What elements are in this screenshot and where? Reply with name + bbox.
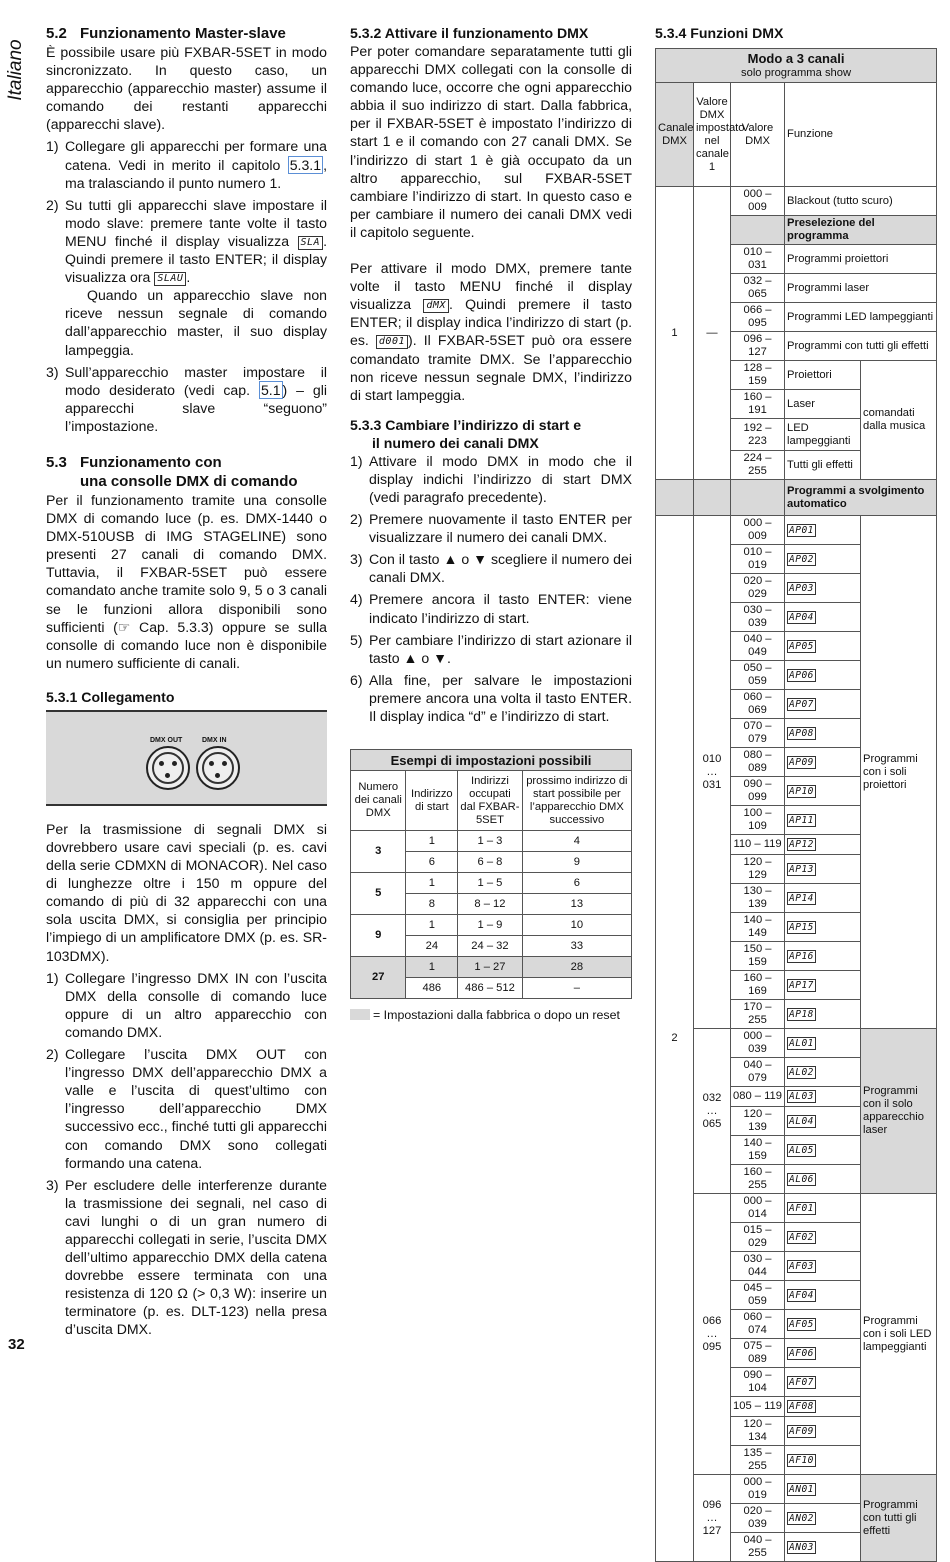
- section-label: Preselezione del programma: [785, 216, 937, 245]
- table-cell: 1: [406, 873, 458, 894]
- table-row: 015 – 029 AF02: [656, 1223, 937, 1252]
- section-heading-5-3-2: 5.3.2 Attivare il funzionamento DMX: [350, 25, 589, 41]
- table-row: 224 – 255 Tutti gli effetti: [656, 451, 937, 480]
- list-item: 1) Collegare l’ingresso DMX IN con l’uscita DMX della consolle di comando luce oppure di un altro apparecchio con comando DMX.: [46, 969, 327, 1040]
- paragraph: Per il funzionamento tramite una consolle DMX di comando luce (p. es. DMX-1440 o DMX-510USB di IMG STAGELINE) sono presenti 27 canali di comando DMX. Tuttavia, il FXBAR-5SET può essere comandato anche tramite solo 9, 5 o 3 canali se le funzioni allora disponibili sono sufficienti (☞ Cap. 5.3.3) oppure se sulla consolle di comando luce non è disponibile un numero sufficiente di canali.: [46, 491, 327, 671]
- column-header: Canale DMX: [656, 83, 694, 187]
- channels-cell: 3: [351, 831, 406, 873]
- group-description: Programmi con il solo apparecchio laser: [861, 1029, 937, 1194]
- table-cell: 6: [406, 852, 458, 873]
- lcd-program-code: AF03: [789, 1260, 814, 1272]
- dmx-connector-illustration: [46, 710, 327, 806]
- lcd-program-code: AN01: [789, 1483, 814, 1495]
- table-row: 096 – 127 Programmi con tutti gli effetti: [656, 332, 937, 361]
- table-row: 040 – 079 AL02: [656, 1058, 937, 1087]
- lcd-program-code: AP03: [789, 582, 814, 594]
- lcd-program-code: AP04: [789, 611, 814, 623]
- table-cell: 13: [522, 894, 631, 915]
- lcd-program-code: AN02: [789, 1512, 814, 1524]
- lcd-display-text: d001: [376, 335, 408, 349]
- dmx-out-label: DMX OUT: [150, 736, 183, 744]
- table-cell: 33: [522, 936, 631, 957]
- legend: = Impostazioni dalla fabbrica o dopo un reset: [350, 1006, 632, 1024]
- channels-cell: 9: [351, 915, 406, 957]
- list-item: 1) Collegare gli apparecchi per formare una catena. Vedi in merito il capitolo 5.3.1 , ma tralasciando il punto numero 1.: [46, 138, 327, 191]
- value-range-cell: 010 … 031: [694, 516, 731, 1029]
- table-row: 040 – 049 AP05: [656, 632, 937, 661]
- table-row: 120 – 134 AF09: [656, 1417, 937, 1446]
- lcd-display-text: dMX: [423, 299, 449, 313]
- lcd-program-code: AL06: [789, 1173, 814, 1185]
- table-cell: 1: [406, 831, 458, 852]
- function-cell: Blackout (tutto scuro): [785, 187, 937, 216]
- lcd-program-code: AP17: [789, 979, 814, 991]
- table-cell: 4: [522, 831, 631, 852]
- column-header: Indirizzo di start: [406, 771, 458, 831]
- lcd-program-code: AP09: [789, 756, 814, 768]
- value-cell: —: [694, 187, 731, 480]
- steps-list: [46, 137, 327, 435]
- range-cell: 000 – 009: [731, 187, 785, 216]
- list-item: 2) Collegare l’uscita DMX OUT con l’ingresso DMX dell’apparecchio DMX a valle e l’uscita di quest’ultimo con l’ingresso dell’apparecchio DMX successivo ecc., finché tutti gli apparecchi con comando DMX sono collegati formando una catena.: [46, 1046, 327, 1171]
- column-middle: [350, 24, 632, 1024]
- table-cell: –: [522, 978, 631, 999]
- table-row: 160 – 255 AL06: [656, 1165, 937, 1194]
- table-cell: 486: [406, 978, 458, 999]
- table-cell: 486 – 512: [458, 978, 523, 999]
- table-row: 160 – 191 Laser: [656, 390, 937, 419]
- lcd-program-code: AP11: [789, 814, 814, 826]
- value-range-cell: 032 … 065: [694, 1029, 731, 1194]
- column-header: Numero dei canali DMX: [351, 771, 406, 831]
- column-left: [46, 24, 327, 1339]
- list-item: 5) Per cambiare l’indirizzo di start azionare il tasto ▲ o ▼.: [350, 631, 632, 666]
- note: Quando un apparecchio slave non riceve nessun segnale di comando dall’apparecchio master, il suo display lampeggia.: [65, 287, 327, 358]
- table-row: 100 – 109 AP11: [656, 806, 937, 835]
- table-row: 045 – 059 AF04: [656, 1281, 937, 1310]
- table-cell: 6 – 8: [458, 852, 523, 873]
- section-heading-5-3-1: 5.3.1 Collegamento: [46, 688, 175, 705]
- chapter-link[interactable]: 5.3.1: [289, 156, 322, 173]
- section-heading-5-2: 5.2 Funzionamento Master-slave: [46, 25, 286, 42]
- lcd-program-code: AL05: [789, 1144, 814, 1156]
- lcd-program-code: AP01: [789, 524, 814, 536]
- column-right: [655, 24, 937, 1562]
- lcd-program-code: AF04: [789, 1289, 814, 1301]
- list-item: 2) Su tutti gli apparecchi slave impostare il modo slave: premere tante volte il tasto MENU finché il display visualizza SLA . Quindi premere il tasto ENTER; il display visualizza ora SLAU . Quando un apparecchio slave non riceve nessun segnale di comando dall’apparecchio master, il suo display lampeggia.: [46, 196, 327, 358]
- table-row: 066 – 095 Programmi LED lampeggianti: [656, 303, 937, 332]
- table-row: 110 – 119 AP12: [656, 835, 937, 855]
- table-row: [351, 831, 632, 852]
- table-cell: 6: [522, 873, 631, 894]
- table-row: 120 – 129 AP13: [656, 855, 937, 884]
- list-item: 4) Premere ancora il tasto ENTER: viene indicato l’indirizzo di start.: [350, 591, 632, 626]
- channels-cell: 27: [351, 957, 406, 999]
- table-cell: 10: [522, 915, 631, 936]
- table-row: 032 … 065 000 – 039 AL01 Programmi con il solo apparecchio laser: [656, 1029, 937, 1058]
- lcd-program-code: AP07: [789, 698, 814, 710]
- table-cell: 9: [522, 852, 631, 873]
- column-header: Indirizzi occupati dal FXBAR-5SET: [458, 771, 523, 831]
- table-row: 060 – 074 AF05: [656, 1310, 937, 1339]
- table-row: [351, 873, 632, 894]
- lcd-display-text: SLA: [298, 236, 324, 250]
- table-row: [351, 915, 632, 936]
- table-row: 080 – 119 AL03: [656, 1087, 937, 1107]
- lcd-program-code: AF10: [789, 1454, 814, 1466]
- lcd-program-code: AP06: [789, 669, 814, 681]
- list-item: 3) Con il tasto ▲ o ▼ scegliere il numero dei canali DMX.: [350, 551, 632, 586]
- lcd-program-code: AP13: [789, 863, 814, 875]
- lcd-display-text: SLAU: [154, 272, 186, 286]
- lcd-program-code: AP15: [789, 921, 814, 933]
- dmx-in-label: DMX IN: [202, 736, 227, 744]
- lcd-program-code: AF02: [789, 1231, 814, 1243]
- mode-header: Modo a 3 canali solo programma show: [656, 49, 937, 83]
- table-row: 130 – 139 AP14: [656, 884, 937, 913]
- lcd-program-code: AP12: [789, 839, 814, 851]
- xlr-socket-icon: [146, 746, 190, 790]
- lcd-program-code: AP08: [789, 727, 814, 739]
- column-header: prossimo indirizzo di start possibile per l’apparecchio DMX successivo: [522, 771, 631, 831]
- paragraph: È possibile usare più FXBAR-5SET in modo sincronizzato. In questo caso, un apparecchio (apparecchio master) assume il comando dei restanti apparecchi (apparecchi slave).: [46, 44, 327, 133]
- list-item: 2) Premere nuovamente il tasto ENTER per visualizzare il numero dei canali DMX.: [350, 511, 632, 546]
- lcd-program-code: AN03: [789, 1541, 814, 1553]
- lcd-program-code: AF07: [789, 1376, 814, 1388]
- lcd-program-code: AP18: [789, 1008, 814, 1020]
- table-row: 030 – 044 AF03: [656, 1252, 937, 1281]
- table-row: 105 – 119 AF08: [656, 1397, 937, 1417]
- lcd-program-code: AF09: [789, 1425, 814, 1437]
- table-row: 160 – 169 AP17: [656, 971, 937, 1000]
- list-item: 3) Sull’apparecchio master impostare il modo desiderato (vedi cap. 5.1 ) – gli apparecchi slave “seguono” l’impostazione.: [46, 363, 328, 434]
- chapter-link[interactable]: 5.1: [260, 381, 281, 398]
- group-description: Programmi con tutti gli effetti: [861, 1475, 937, 1562]
- table-row: 020 – 039 AN02: [656, 1504, 937, 1533]
- lcd-program-code: AF05: [789, 1318, 814, 1330]
- xlr-plug-icon: [196, 746, 240, 790]
- table-row: 040 – 255 AN03: [656, 1533, 937, 1562]
- table-row: 096 … 127 000 – 019 AN01 Programmi con tutti gli effetti: [656, 1475, 937, 1504]
- table-cell: 1 – 9: [458, 915, 523, 936]
- table-cell: 28: [522, 957, 631, 978]
- lcd-program-code: AF08: [789, 1401, 814, 1413]
- table-row: 080 – 089 AP09: [656, 748, 937, 777]
- value-range-cell: 066 … 095: [694, 1194, 731, 1475]
- table-cell: 1 – 5: [458, 873, 523, 894]
- music-note: comandati dalla musica: [861, 361, 937, 480]
- lcd-program-code: AL01: [789, 1037, 814, 1049]
- lcd-program-code: AP16: [789, 950, 814, 962]
- sidebar-language: Italiano: [5, 39, 26, 101]
- lcd-program-code: AL02: [789, 1066, 814, 1078]
- section-heading-5-3-3: 5.3.3 Cambiare l’indirizzo di start e il numero dei canali DMX: [350, 416, 582, 451]
- lcd-program-code: AP02: [789, 553, 814, 565]
- steps-list: [46, 969, 327, 1339]
- table-row: 170 – 255 AP18: [656, 1000, 937, 1029]
- page-number: 32: [8, 1336, 25, 1353]
- column-header: Valore DMX impostato nel canale 1: [694, 83, 731, 187]
- value-range-cell: 096 … 127: [694, 1475, 731, 1562]
- grey-swatch: [350, 1009, 370, 1020]
- section-heading-5-3: 5.3 Funzionamento con una consolle DMX di comando: [46, 453, 298, 490]
- lcd-program-code: AF06: [789, 1347, 814, 1359]
- table-caption: Esempi di impostazioni possibili: [351, 750, 632, 771]
- table-row: 128 – 159 Proiettori comandati dalla musica: [656, 361, 937, 390]
- table-cell: 8: [406, 894, 458, 915]
- channels-cell: 5: [351, 873, 406, 915]
- group-description: Programmi con i soli LED lampeggianti: [861, 1194, 937, 1475]
- group-description: Programmi con i soli proiettori: [861, 516, 937, 1029]
- lcd-program-code: AF01: [789, 1202, 814, 1214]
- table-row: 135 – 255 AF10: [656, 1446, 937, 1475]
- column-header: Valore DMX: [731, 83, 785, 187]
- list-item: 3) Per escludere delle interferenze durante la trasmissione dei segnali, nel caso di cavi lunghi o di un gran numero di apparecchi collegati in serie, l’uscita DMX dell’ultimo apparecchio DMX della catena dovrebbe essere terminata con una resistenza di 120 Ω (> 0,3 W): inserire un terminatore (p. es. DLT-123) nella presa d’uscita DMX.: [46, 1176, 327, 1338]
- paragraph: Per la trasmissione di segnali DMX si dovrebbero usare cavi speciali (p. es. cavi della serie CDMXN di MONACOR). Nel caso di lunghezze oltre i 150 m oppure del comando di più di 32 apparecchi con una sola uscita DMX, si consiglia per principio l’impiego di un amplificatore DMX (p. es. SR-103DMX).: [46, 820, 327, 964]
- channel-cell: 1: [656, 187, 694, 480]
- table-row: 140 – 159 AL05: [656, 1136, 937, 1165]
- table-row: 060 – 069 AP07: [656, 690, 937, 719]
- table-cell: 1: [406, 957, 458, 978]
- table-cell: 24 – 32: [458, 936, 523, 957]
- table-row: 066 … 095 000 – 014 AF01 Programmi con i soli LED lampeggianti: [656, 1194, 937, 1223]
- table-cell: 1 – 27: [458, 957, 523, 978]
- examples-table: [350, 749, 632, 999]
- table-row: 070 – 079 AP08: [656, 719, 937, 748]
- table-row: 140 – 149 AP15: [656, 913, 937, 942]
- channel-cell: 2: [656, 516, 694, 1562]
- table-row: 010 – 031 Programmi proiettori: [656, 245, 937, 274]
- paragraph: Per attivare il modo DMX, premere tante volte il tasto MENU finché il display visualizza dMX . Quindi premere il tasto ENTER; il display indica l’indirizzo di start (p. es. d001 ). Il FXBAR-5SET può ora essere comandato tramite DMX. Se l’apparecchio non riceve nessun segnale DMX, l’indirizzo di start lampeggia.: [350, 260, 632, 403]
- table-cell: 1: [406, 915, 458, 936]
- table-row: 2 010 … 031 000 – 009 AP01 Programmi con i soli proiettori: [656, 516, 937, 545]
- table-cell: 1 – 3: [458, 831, 523, 852]
- table-row: 090 – 104 AF07: [656, 1368, 937, 1397]
- table-cell: 24: [406, 936, 458, 957]
- dmx-functions-table: [655, 48, 937, 1562]
- lcd-program-code: AP14: [789, 892, 814, 904]
- table-row: 030 – 039 AP04: [656, 603, 937, 632]
- column-header: Funzione: [785, 83, 937, 187]
- section-label: Programmi a svolgimento automatico: [785, 480, 937, 516]
- lcd-program-code: AL04: [789, 1115, 814, 1127]
- steps-list: [350, 452, 632, 725]
- list-item: 1) Attivare il modo DMX in modo che il display indichi l’indirizzo di start DMX (vedi paragrafo precedente).: [350, 452, 632, 505]
- table-row: 075 – 089 AF06: [656, 1339, 937, 1368]
- lcd-program-code: AL03: [789, 1091, 814, 1103]
- lcd-program-code: AP05: [789, 640, 814, 652]
- table-cell: 8 – 12: [458, 894, 523, 915]
- paragraph: Per poter comandare separatamente tutti gli apparecchi DMX collegati con la consolle di comando luce, occorre che ogni apparecchio abbia il suo indirizzo di start. Dalla fabbrica, per il FXBAR-5SET è impostato l’indirizzo di start 1 e il comando con 27 canali DMX. Se l’indirizzo di start 1 è già occupato da un altro apparecchio, sul FXBAR-5SET cambiare l’indirizzo di start. In questo caso e per cambiare il numero dei canali DMX vedi il capitolo seguente.: [350, 43, 632, 240]
- table-row: 120 – 139 AL04: [656, 1107, 937, 1136]
- table-row: 032 – 065 Programmi laser: [656, 274, 937, 303]
- table-row: 010 – 019 AP02: [656, 545, 937, 574]
- table-row: 050 – 059 AP06: [656, 661, 937, 690]
- table-row: 192 – 223 LED lampeggianti: [656, 419, 937, 451]
- table-row: [351, 957, 632, 978]
- table-row: 090 – 099 AP10: [656, 777, 937, 806]
- list-item: 6) Alla fine, per salvare le impostazioni premere ancora una volta il tasto ENTER. Il display indica “d” e l’indirizzo di start.: [350, 671, 632, 724]
- table-row: 150 – 159 AP16: [656, 942, 937, 971]
- table-row: 020 – 029 AP03: [656, 574, 937, 603]
- lcd-program-code: AP10: [789, 785, 814, 797]
- section-heading-5-3-4: 5.3.4 Funzioni DMX: [655, 25, 784, 41]
